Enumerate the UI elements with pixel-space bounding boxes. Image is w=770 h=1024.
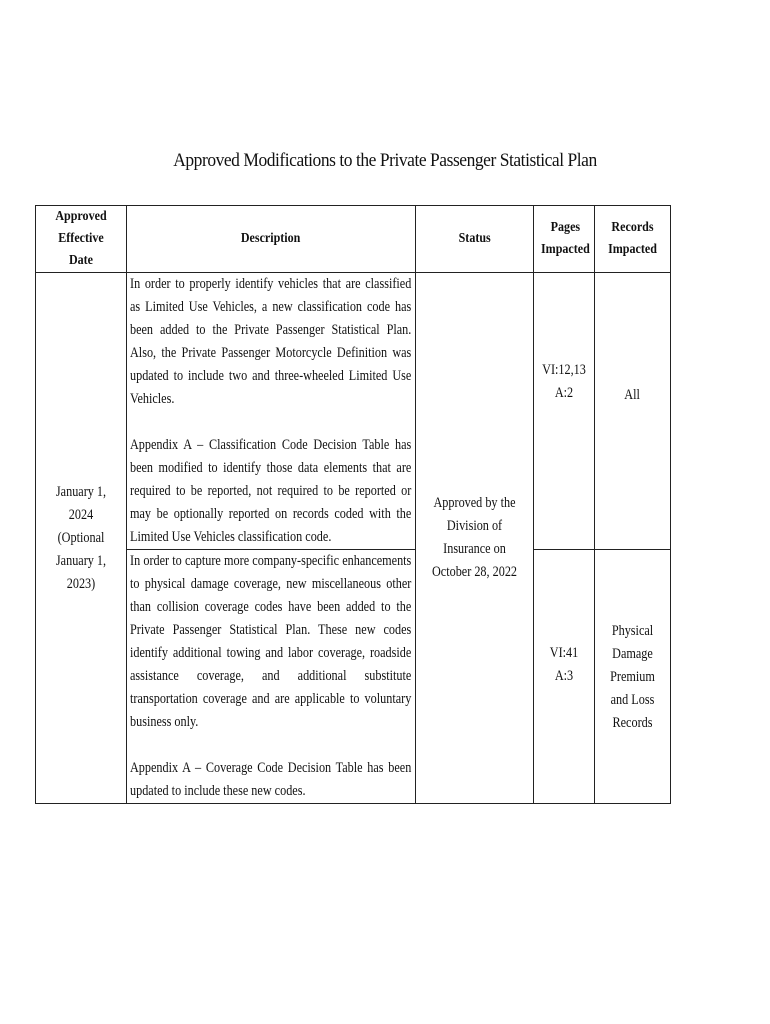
- records-impacted-cell: All: [595, 273, 671, 550]
- header-description: Description: [127, 206, 416, 273]
- pages-impacted-cell: VI:12,13 A:2: [534, 273, 595, 550]
- table-header-row: [36, 206, 671, 273]
- table-row: [36, 550, 671, 804]
- records-impacted-cell: Physical Damage Premium and Loss Records: [595, 550, 671, 804]
- modifications-table: [35, 205, 671, 804]
- description-paragraph: In order to properly identify vehicles that are classified as Limited Use Vehicles, a new classification code has been added to the Private Passenger Statistical Plan. Also, the Private Passenger Motorcycle Definition was updated to include two and three-wheeled Limited Use Vehicles.: [130, 276, 412, 407]
- header-records-impacted: Records Impacted: [595, 206, 671, 273]
- effective-date-cell: January 1, 2024 (Optional January 1, 2023): [36, 273, 127, 804]
- header-approved-effective-date: Approved Effective Date: [36, 206, 127, 273]
- header-status: Status: [416, 206, 534, 273]
- description-paragraph: Appendix A – Classification Code Decision Table has been modified to identify those data elements that are required to be reported, not required to be reported or may be optionally reported on records coded with the Limited Use Vehicles classification code.: [130, 437, 412, 545]
- table-row: [36, 273, 671, 550]
- header-pages-impacted: Pages Impacted: [534, 206, 595, 273]
- page-title: Approved Modifications to the Private Passenger Statistical Plan: [173, 150, 597, 171]
- status-cell: Approved by the Division of Insurance on October 28, 2022: [416, 273, 534, 804]
- description-cell: [127, 273, 416, 550]
- description-paragraph: Appendix A – Coverage Code Decision Table has been updated to include these new codes.: [130, 760, 412, 799]
- description-cell: [127, 550, 416, 804]
- pages-impacted-cell: VI:41 A:3: [534, 550, 595, 804]
- description-paragraph: In order to capture more company-specific enhancements to physical damage coverage, new miscellaneous other than collision coverage codes have been added to the Private Passenger Statistical Plan. These new codes identify additional towing and labor coverage, roadside assistance coverage, and additional substitute transportation coverage and are applicable to voluntary business only.: [130, 553, 412, 730]
